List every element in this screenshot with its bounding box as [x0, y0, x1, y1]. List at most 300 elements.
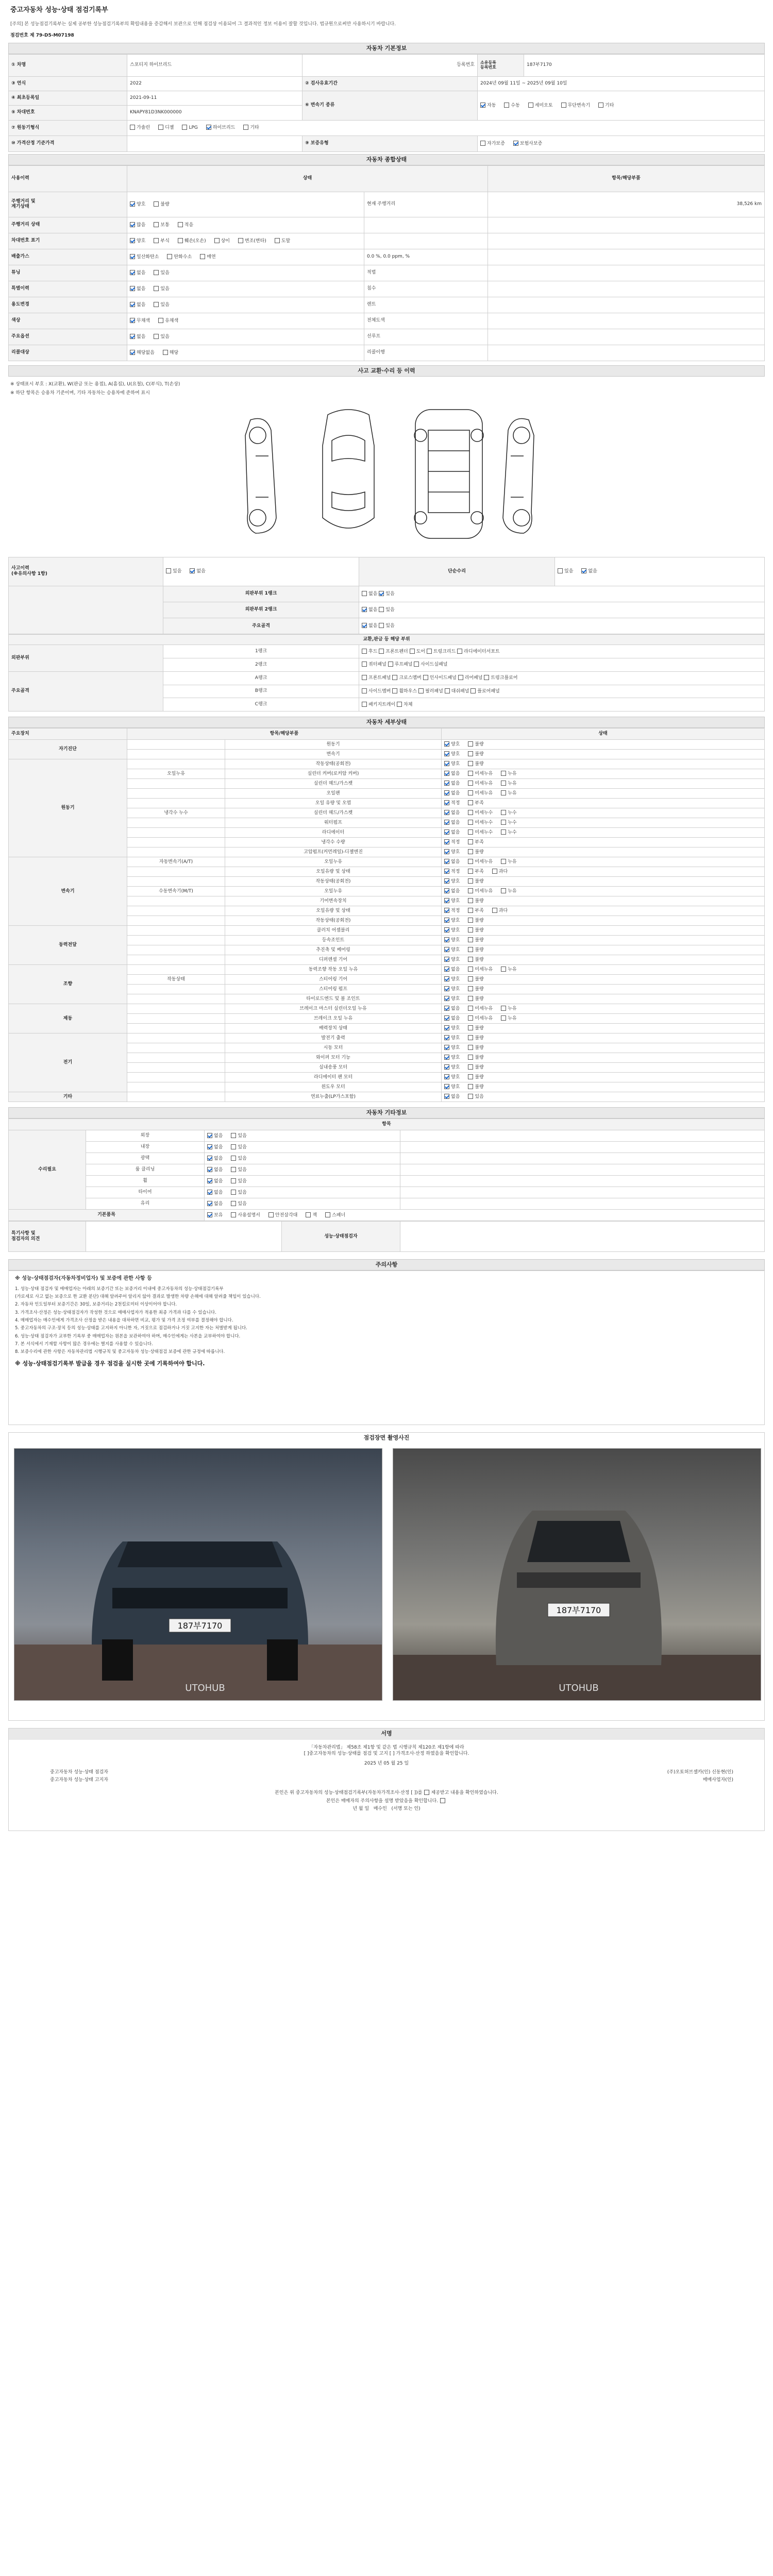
checkbox[interactable]: [444, 937, 449, 942]
checkbox[interactable]: [444, 869, 449, 874]
simple-repair-options[interactable]: [555, 557, 765, 586]
checkbox[interactable]: [182, 125, 187, 130]
checkbox[interactable]: [130, 334, 135, 339]
checkbox[interactable]: [468, 1045, 473, 1050]
detail-option[interactable]: 불량: [468, 849, 483, 855]
other-option[interactable]: 있음: [231, 1167, 246, 1173]
other-option[interactable]: 없음: [207, 1156, 223, 1162]
detail-option[interactable]: 불량: [468, 1035, 483, 1041]
checkbox[interactable]: [154, 201, 159, 207]
checkbox[interactable]: [231, 1156, 236, 1161]
checkbox[interactable]: [268, 1212, 274, 1217]
checkbox[interactable]: [468, 996, 473, 1001]
fuel-option[interactable]: 디젤: [158, 125, 174, 131]
checkbox[interactable]: [444, 1094, 449, 1099]
checkbox[interactable]: [468, 1035, 473, 1040]
checkbox[interactable]: [130, 286, 135, 291]
detail-option[interactable]: 양호: [444, 1055, 460, 1061]
checkbox[interactable]: [468, 829, 473, 835]
checkbox[interactable]: [444, 781, 449, 786]
other-option[interactable]: 없음: [207, 1133, 223, 1139]
detail-option[interactable]: 양호: [444, 947, 460, 953]
other-option[interactable]: 없음: [207, 1201, 223, 1207]
detail-option[interactable]: 불량: [468, 976, 483, 982]
checkbox[interactable]: [598, 103, 603, 108]
checkbox[interactable]: [501, 888, 506, 893]
confirm2-checkbox[interactable]: [440, 1798, 445, 1803]
checkbox[interactable]: [468, 869, 473, 874]
checkbox[interactable]: [468, 986, 473, 991]
checkbox[interactable]: [444, 1015, 449, 1021]
checkbox[interactable]: [444, 1055, 449, 1060]
checkbox[interactable]: [306, 1212, 311, 1217]
general-option[interactable]: 훼손(오손): [178, 238, 206, 244]
checkbox[interactable]: [130, 350, 135, 355]
detail-option[interactable]: 누유: [501, 1015, 516, 1022]
checkbox[interactable]: [468, 849, 473, 854]
other-option[interactable]: 있음: [231, 1190, 246, 1196]
checkbox[interactable]: [444, 741, 449, 747]
detail-option[interactable]: 양호: [444, 996, 460, 1002]
checkbox[interactable]: [504, 103, 509, 108]
detail-option[interactable]: 미세누유: [468, 790, 493, 796]
checkbox[interactable]: [444, 976, 449, 981]
detail-option[interactable]: 미세누유: [468, 967, 493, 973]
checkbox[interactable]: [468, 790, 473, 795]
detail-option[interactable]: 없음: [444, 781, 460, 787]
detail-option[interactable]: 없음: [444, 771, 460, 777]
detail-option[interactable]: 불량: [468, 1025, 483, 1031]
detail-option[interactable]: 양호: [444, 976, 460, 982]
checkbox[interactable]: [444, 957, 449, 962]
checkbox[interactable]: [501, 1015, 506, 1021]
checkbox[interactable]: [238, 238, 243, 243]
detail-option[interactable]: 누유: [501, 781, 516, 787]
detail-option[interactable]: 양호: [444, 761, 460, 767]
checkbox[interactable]: [468, 1055, 473, 1060]
detail-option[interactable]: 불량: [468, 741, 483, 748]
checkbox[interactable]: [444, 947, 449, 952]
detail-option[interactable]: 양호: [444, 1074, 460, 1080]
detail-option[interactable]: 불량: [468, 1045, 483, 1051]
checkbox[interactable]: [444, 761, 449, 766]
checkbox[interactable]: [275, 238, 280, 243]
basic-option[interactable]: 사용설명서: [231, 1212, 260, 1218]
general-option[interactable]: 불량: [154, 201, 169, 208]
detail-option[interactable]: 적정: [444, 869, 460, 875]
checkbox[interactable]: [231, 1190, 236, 1195]
general-option[interactable]: 도말: [275, 238, 290, 244]
other-option[interactable]: 있음: [231, 1156, 246, 1162]
basic-option[interactable]: 스패너: [325, 1212, 345, 1218]
general-option[interactable]: 상이: [214, 238, 230, 244]
general-option[interactable]: 탄화수소: [167, 254, 192, 260]
checkbox[interactable]: [231, 1167, 236, 1172]
detail-option[interactable]: 누수: [501, 810, 516, 816]
checkbox[interactable]: [444, 1035, 449, 1040]
other-option[interactable]: 없음: [207, 1144, 223, 1150]
fuel-option[interactable]: 가솔린: [130, 125, 150, 131]
checkbox[interactable]: [444, 790, 449, 795]
trans-options[interactable]: [478, 91, 765, 120]
detail-option[interactable]: 미세누유: [468, 888, 493, 894]
detail-option[interactable]: 적정: [444, 908, 460, 914]
checkbox[interactable]: [207, 1201, 212, 1206]
checkbox[interactable]: [178, 222, 183, 227]
checkbox[interactable]: [207, 1190, 212, 1195]
checkbox[interactable]: [444, 751, 449, 756]
detail-option[interactable]: 불량: [468, 1055, 483, 1061]
simple-option[interactable]: 있음: [558, 568, 573, 574]
checkbox[interactable]: [130, 318, 135, 323]
general-option[interactable]: 양호: [130, 201, 145, 208]
detail-option[interactable]: 부족: [468, 869, 483, 875]
checkbox[interactable]: [207, 1133, 212, 1138]
checkbox[interactable]: [200, 254, 205, 259]
checkbox[interactable]: [130, 201, 135, 207]
checkbox[interactable]: [468, 918, 473, 923]
detail-option[interactable]: 불량: [468, 986, 483, 992]
detail-option[interactable]: 불량: [468, 918, 483, 924]
checkbox[interactable]: [468, 898, 473, 903]
detail-option[interactable]: 불량: [468, 927, 483, 934]
checkbox[interactable]: [468, 839, 473, 844]
confirm1-checkbox[interactable]: [424, 1790, 429, 1795]
detail-option[interactable]: 없음: [444, 820, 460, 826]
checkbox[interactable]: [163, 350, 168, 355]
checkbox[interactable]: [444, 1074, 449, 1079]
checkbox[interactable]: [468, 967, 473, 972]
checkbox[interactable]: [501, 781, 506, 786]
detail-option[interactable]: 양호: [444, 898, 460, 904]
checkbox[interactable]: [130, 302, 135, 307]
checkbox[interactable]: [158, 125, 163, 130]
trans-option[interactable]: 세미오토: [528, 103, 553, 109]
checkbox[interactable]: [468, 820, 473, 825]
checkbox[interactable]: [480, 103, 485, 108]
checkbox[interactable]: [501, 829, 506, 835]
detail-option[interactable]: 과다: [492, 908, 508, 914]
detail-option[interactable]: 없음: [444, 859, 460, 865]
checkbox[interactable]: [468, 1015, 473, 1021]
accident-option[interactable]: 없음: [190, 568, 205, 574]
checkbox[interactable]: [444, 986, 449, 991]
detail-option[interactable]: 양호: [444, 1025, 460, 1031]
checkbox[interactable]: [444, 820, 449, 825]
checkbox[interactable]: [130, 270, 135, 275]
general-option[interactable]: 무채색: [130, 318, 150, 324]
checkbox[interactable]: [501, 859, 506, 864]
checkbox[interactable]: [558, 568, 563, 573]
fuel-options[interactable]: [127, 120, 765, 136]
general-option[interactable]: 해당: [163, 350, 178, 356]
detail-option[interactable]: 누유: [501, 888, 516, 894]
detail-option[interactable]: 없음: [444, 1006, 460, 1012]
detail-option[interactable]: 누유: [501, 790, 516, 796]
checkbox[interactable]: [468, 878, 473, 884]
general-option[interactable]: 양호: [130, 238, 145, 244]
checkbox[interactable]: [480, 141, 485, 146]
checkbox[interactable]: [130, 125, 135, 130]
general-option[interactable]: 있음: [154, 270, 169, 276]
checkbox[interactable]: [444, 898, 449, 903]
checkbox[interactable]: [501, 790, 506, 795]
detail-option[interactable]: 양호: [444, 986, 460, 992]
detail-option[interactable]: 양호: [444, 1084, 460, 1090]
checkbox[interactable]: [444, 839, 449, 844]
detail-option[interactable]: 부족: [468, 800, 483, 806]
checkbox[interactable]: [207, 1212, 212, 1217]
checkbox[interactable]: [501, 967, 506, 972]
detail-option[interactable]: 미세누수: [468, 810, 493, 816]
general-option[interactable]: 유채색: [158, 318, 178, 324]
general-option[interactable]: 매연: [200, 254, 215, 260]
detail-option[interactable]: 불량: [468, 1084, 483, 1090]
detail-option[interactable]: 양호: [444, 1035, 460, 1041]
checkbox[interactable]: [167, 254, 172, 259]
general-option[interactable]: 없음: [130, 302, 145, 308]
checkbox[interactable]: [154, 286, 159, 291]
checkbox[interactable]: [444, 888, 449, 893]
checkbox[interactable]: [492, 869, 497, 874]
detail-option[interactable]: 양호: [444, 878, 460, 885]
trans-option[interactable]: 수동: [504, 103, 519, 109]
other-option[interactable]: 있음: [231, 1178, 246, 1184]
checkbox[interactable]: [468, 859, 473, 864]
checkbox[interactable]: [231, 1212, 236, 1217]
checkbox[interactable]: [468, 741, 473, 747]
checkbox[interactable]: [468, 1064, 473, 1070]
checkbox[interactable]: [130, 238, 135, 243]
detail-option[interactable]: 없음: [444, 1094, 460, 1100]
other-option[interactable]: 없음: [207, 1190, 223, 1196]
detail-option[interactable]: 불량: [468, 1064, 483, 1071]
general-option[interactable]: 없음: [130, 334, 145, 340]
checkbox[interactable]: [468, 761, 473, 766]
checkbox[interactable]: [243, 125, 248, 130]
checkbox[interactable]: [468, 781, 473, 786]
checkbox[interactable]: [154, 270, 159, 275]
detail-option[interactable]: 과다: [492, 869, 508, 875]
detail-option[interactable]: 누유: [501, 859, 516, 865]
basic-option[interactable]: 보유: [207, 1212, 223, 1218]
warranty-options[interactable]: [478, 136, 765, 152]
detail-option[interactable]: 누유: [501, 967, 516, 973]
detail-option[interactable]: 양호: [444, 927, 460, 934]
general-option[interactable]: 없음: [130, 286, 145, 292]
general-option[interactable]: 많음: [130, 222, 145, 228]
checkbox[interactable]: [444, 1064, 449, 1070]
detail-option[interactable]: 미세누유: [468, 781, 493, 787]
checkbox[interactable]: [154, 334, 159, 339]
checkbox[interactable]: [166, 568, 171, 573]
detail-option[interactable]: 불량: [468, 947, 483, 953]
checkbox[interactable]: [444, 878, 449, 884]
checkbox[interactable]: [206, 125, 211, 130]
checkbox[interactable]: [444, 1025, 449, 1030]
general-option[interactable]: 부식: [154, 238, 169, 244]
checkbox[interactable]: [492, 908, 497, 913]
checkbox[interactable]: [444, 1045, 449, 1050]
simple-option[interactable]: 없음: [581, 568, 597, 574]
other-option[interactable]: 있음: [231, 1144, 246, 1150]
checkbox[interactable]: [325, 1212, 330, 1217]
detail-option[interactable]: 불량: [468, 996, 483, 1002]
fuel-option[interactable]: 하이브리드: [206, 125, 235, 131]
detail-option[interactable]: 양호: [444, 751, 460, 757]
trans-option[interactable]: 무단변속기: [561, 103, 590, 109]
checkbox[interactable]: [158, 318, 163, 323]
general-option[interactable]: 변조(변타): [238, 238, 266, 244]
detail-option[interactable]: 부족: [468, 839, 483, 845]
basic-option[interactable]: 안전삼각대: [268, 1212, 297, 1218]
detail-option[interactable]: 불량: [468, 957, 483, 963]
checkbox[interactable]: [444, 908, 449, 913]
checkbox[interactable]: [468, 1025, 473, 1030]
checkbox[interactable]: [513, 141, 518, 146]
detail-option[interactable]: 미세누수: [468, 820, 493, 826]
trans-option[interactable]: 자동: [480, 103, 496, 109]
detail-option[interactable]: 없음: [444, 967, 460, 973]
checkbox[interactable]: [468, 800, 473, 805]
detail-option[interactable]: 누유: [501, 771, 516, 777]
checkbox[interactable]: [207, 1156, 212, 1161]
detail-option[interactable]: 양호: [444, 1064, 460, 1071]
checkbox[interactable]: [444, 771, 449, 776]
checkbox[interactable]: [444, 996, 449, 1001]
detail-option[interactable]: 양호: [444, 918, 460, 924]
checkbox[interactable]: [207, 1178, 212, 1183]
checkbox[interactable]: [468, 937, 473, 942]
general-option[interactable]: 적음: [178, 222, 193, 228]
checkbox[interactable]: [468, 1084, 473, 1089]
general-option[interactable]: 보통: [154, 222, 169, 228]
checkbox[interactable]: [468, 908, 473, 913]
checkbox[interactable]: [528, 103, 533, 108]
checkbox[interactable]: [178, 238, 183, 243]
checkbox[interactable]: [501, 820, 506, 825]
general-option[interactable]: 해당없음: [130, 350, 155, 356]
checkbox[interactable]: [468, 976, 473, 981]
checkbox[interactable]: [231, 1201, 236, 1206]
checkbox[interactable]: [561, 103, 566, 108]
accident-option[interactable]: 있음: [166, 568, 181, 574]
other-option[interactable]: 있음: [231, 1201, 246, 1207]
checkbox[interactable]: [468, 927, 473, 933]
detail-option[interactable]: 적정: [444, 800, 460, 806]
checkbox[interactable]: [501, 771, 506, 776]
checkbox[interactable]: [444, 849, 449, 854]
detail-option[interactable]: 불량: [468, 898, 483, 904]
checkbox[interactable]: [444, 918, 449, 923]
detail-option[interactable]: 양호: [444, 957, 460, 963]
checkbox[interactable]: [207, 1167, 212, 1172]
checkbox[interactable]: [444, 829, 449, 835]
general-option[interactable]: 있음: [154, 334, 169, 340]
detail-option[interactable]: 양호: [444, 937, 460, 943]
detail-option[interactable]: 미세누유: [468, 771, 493, 777]
fuel-option[interactable]: LPG: [182, 125, 197, 131]
checkbox[interactable]: [501, 1006, 506, 1011]
checkbox[interactable]: [190, 568, 195, 573]
checkbox[interactable]: [468, 771, 473, 776]
checkbox[interactable]: [444, 810, 449, 815]
detail-option[interactable]: 없음: [444, 888, 460, 894]
checkbox[interactable]: [130, 254, 135, 259]
detail-option[interactable]: 없음: [444, 810, 460, 816]
checkbox[interactable]: [444, 967, 449, 972]
detail-option[interactable]: 누수: [501, 820, 516, 826]
detail-option[interactable]: 적정: [444, 839, 460, 845]
detail-option[interactable]: 없음: [444, 790, 460, 796]
detail-option[interactable]: 누수: [501, 829, 516, 836]
general-option[interactable]: 없음: [130, 270, 145, 276]
checkbox[interactable]: [154, 222, 159, 227]
checkbox[interactable]: [444, 927, 449, 933]
warranty-option[interactable]: 보험사보증: [513, 141, 542, 147]
other-option[interactable]: 없음: [207, 1167, 223, 1173]
detail-option[interactable]: 부족: [468, 908, 483, 914]
trans-option[interactable]: 기타: [598, 103, 614, 109]
detail-option[interactable]: 미세누유: [468, 859, 493, 865]
general-option[interactable]: 있음: [154, 302, 169, 308]
checkbox[interactable]: [468, 751, 473, 756]
checkbox[interactable]: [468, 1006, 473, 1011]
detail-option[interactable]: 미세누유: [468, 1006, 493, 1012]
checkbox[interactable]: [444, 1006, 449, 1011]
checkbox[interactable]: [468, 810, 473, 815]
other-option[interactable]: 있음: [231, 1133, 246, 1139]
checkbox[interactable]: [501, 810, 506, 815]
checkbox[interactable]: [154, 302, 159, 307]
checkbox[interactable]: [444, 800, 449, 805]
checkbox[interactable]: [581, 568, 586, 573]
checkbox[interactable]: [468, 888, 473, 893]
checkbox[interactable]: [444, 1084, 449, 1089]
checkbox[interactable]: [468, 1094, 473, 1099]
checkbox[interactable]: [130, 222, 135, 227]
detail-option[interactable]: 불량: [468, 878, 483, 885]
detail-option[interactable]: 불량: [468, 761, 483, 767]
detail-option[interactable]: 양호: [444, 741, 460, 748]
other-option[interactable]: 없음: [207, 1178, 223, 1184]
detail-option[interactable]: 양호: [444, 1045, 460, 1051]
accident-options[interactable]: [163, 557, 359, 586]
checkbox[interactable]: [207, 1144, 212, 1149]
general-option[interactable]: 있음: [154, 286, 169, 292]
checkbox[interactable]: [214, 238, 220, 243]
checkbox[interactable]: [468, 957, 473, 962]
checkbox[interactable]: [468, 1074, 473, 1079]
checkbox[interactable]: [444, 859, 449, 864]
detail-option[interactable]: 있음: [468, 1094, 483, 1100]
checkbox[interactable]: [231, 1178, 236, 1183]
checkbox[interactable]: [231, 1144, 236, 1149]
detail-option[interactable]: 없음: [444, 829, 460, 836]
detail-option[interactable]: 미세누수: [468, 829, 493, 836]
detail-option[interactable]: 미세누유: [468, 1015, 493, 1022]
detail-option[interactable]: 양호: [444, 849, 460, 855]
detail-option[interactable]: 불량: [468, 751, 483, 757]
detail-option[interactable]: 누유: [501, 1006, 516, 1012]
warranty-option[interactable]: 자가보증: [480, 141, 505, 147]
basic-option[interactable]: 잭: [306, 1212, 317, 1218]
checkbox[interactable]: [231, 1133, 236, 1138]
detail-option[interactable]: 불량: [468, 937, 483, 943]
detail-option[interactable]: 불량: [468, 1074, 483, 1080]
checkbox[interactable]: [154, 238, 159, 243]
general-option[interactable]: 일산화탄소: [130, 254, 159, 260]
